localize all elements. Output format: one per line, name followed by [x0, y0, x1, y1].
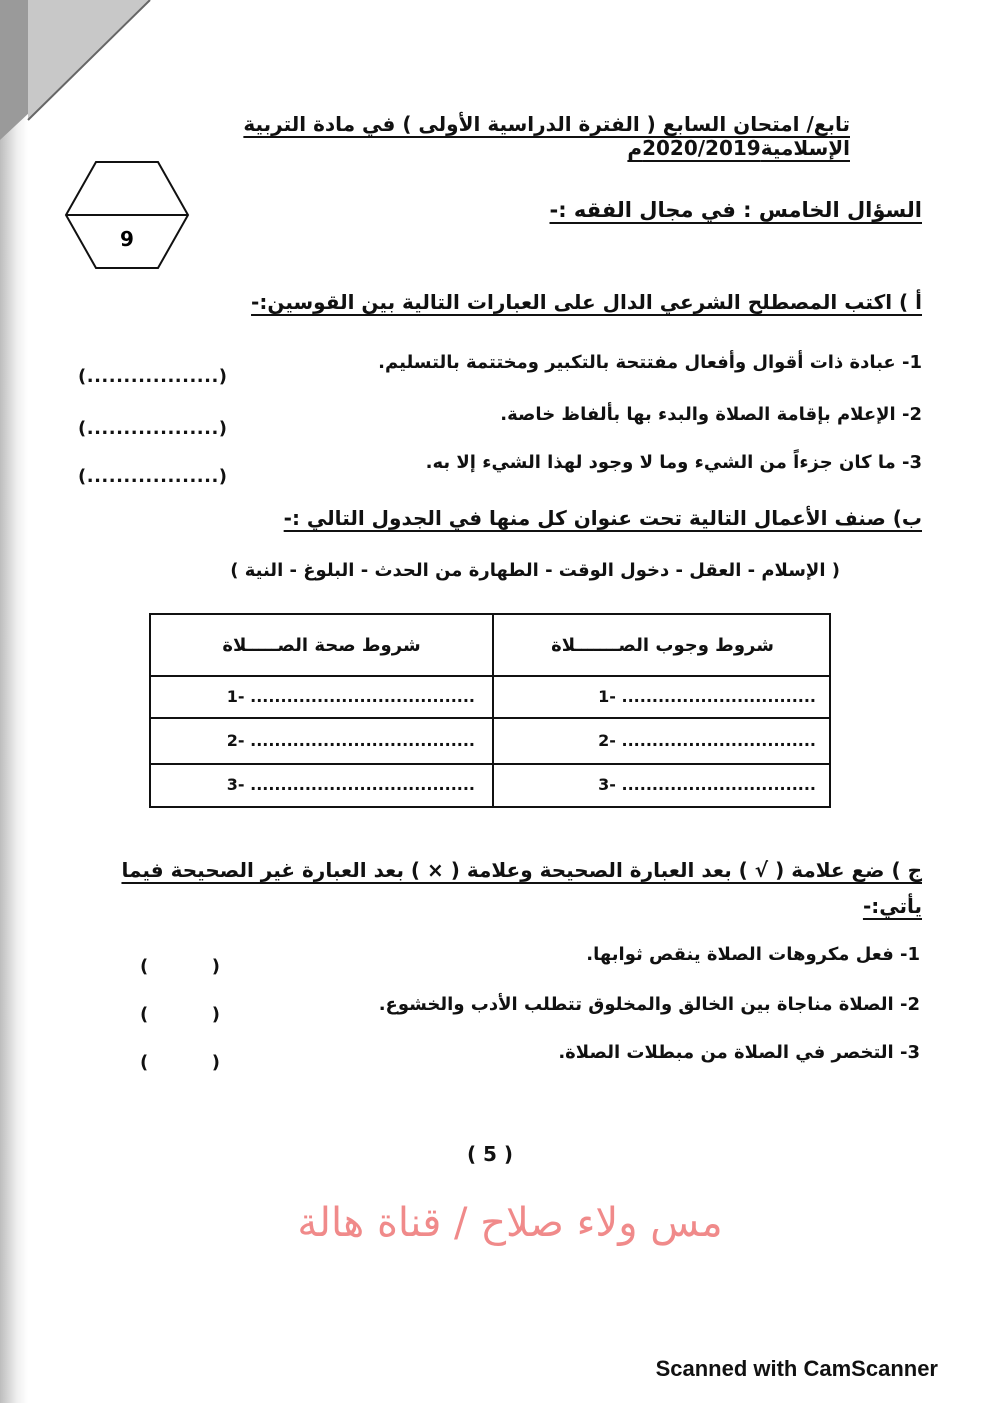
- exam-header: تابع/ امتحان السابع ( الفترة الدراسية الأولى ) في مادة التربية الإسلامية2020/2019م: [243, 112, 850, 160]
- part-c-item-2: 2- الصلاة مناجاة بين الخالق والمخلوق تتطلب الأدب والخشوع.: [378, 994, 920, 1015]
- part-a-item-3: 3- ما كان جزءاً من الشيء وما لا وجود لهذا الشيء إلا به.: [425, 452, 922, 473]
- paren-close: ): [211, 956, 220, 977]
- part-a-answer-blank-1[interactable]: (..................): [78, 366, 228, 387]
- table-header-obligation: شروط وجوب الصـــــــلاة: [551, 635, 774, 656]
- watermark-text: مس ولاء صلاح / قناة هالة: [297, 1200, 723, 1246]
- paren-close: ): [211, 1052, 220, 1073]
- part-a-item-1: 1- عبادة ذات أقوال وأفعال مفتتحة بالتكبير ومختتمة بالتسليم.: [378, 352, 922, 373]
- part-a-item-2: 2- الإعلام بإقامة الصلاة والبدء بها بألفاظ خاصة.: [500, 404, 922, 425]
- page-number: ( 5 ): [466, 1142, 514, 1166]
- paren-close: ): [211, 1004, 220, 1025]
- part-c-item-1: 1- فعل مكروهات الصلاة ينقص ثوابها.: [586, 944, 920, 965]
- table-cell-validity-2[interactable]: 2- .....................................: [226, 731, 475, 750]
- question-title: السؤال الخامس : في مجال الفقه :-: [549, 198, 922, 222]
- classification-table: [149, 613, 831, 808]
- table-cell-validity-3[interactable]: 3- .....................................: [226, 775, 475, 794]
- part-b-title: ب) صنف الأعمال التالية تحت عنوان كل منها في الجدول التالي :-: [283, 506, 922, 530]
- paren-open: (: [140, 1052, 149, 1073]
- table-header-validity: شروط صحة الصـــــلاة: [222, 635, 421, 656]
- part-c-answer-1[interactable]: [140, 956, 220, 977]
- part-a-answer-blank-3[interactable]: (..................): [78, 466, 228, 487]
- scanner-label: Scanned with CamScanner: [655, 1356, 938, 1381]
- part-c-title: ج ) ضع علامة ( √ ) بعد العبارة الصحيحة وعلامة ( × ) بعد العبارة غير الصحيحة فيما يأتي:-: [121, 858, 922, 918]
- word-bank: ( الإسلام - العقل - دخول الوقت - الطهارة من الحدث - البلوغ - النية ): [230, 560, 840, 581]
- part-c-item-3: 3- التخصر في الصلاة من مبطلات الصلاة.: [558, 1042, 920, 1063]
- table-cell-obligation-2[interactable]: 2- ................................: [598, 731, 816, 750]
- part-a-answer-blank-2[interactable]: (..................): [78, 418, 228, 439]
- paren-open: (: [140, 1004, 149, 1025]
- part-a-title: أ ) اكتب المصطلح الشرعي الدال على العبارات التالية بين القوسين:-: [251, 290, 922, 314]
- table-cell-validity-1[interactable]: 1- .....................................: [226, 687, 475, 706]
- part-c-answer-2[interactable]: [140, 1004, 220, 1025]
- score-hexagon: [64, 160, 190, 270]
- part-c-answer-3[interactable]: [140, 1052, 220, 1073]
- table-cell-obligation-1[interactable]: 1- ................................: [598, 687, 816, 706]
- table-cell-obligation-3[interactable]: 3- ................................: [598, 775, 816, 794]
- paren-open: (: [140, 956, 149, 977]
- score-value: 9: [120, 227, 134, 251]
- page-edge-shadow: [0, 0, 28, 1403]
